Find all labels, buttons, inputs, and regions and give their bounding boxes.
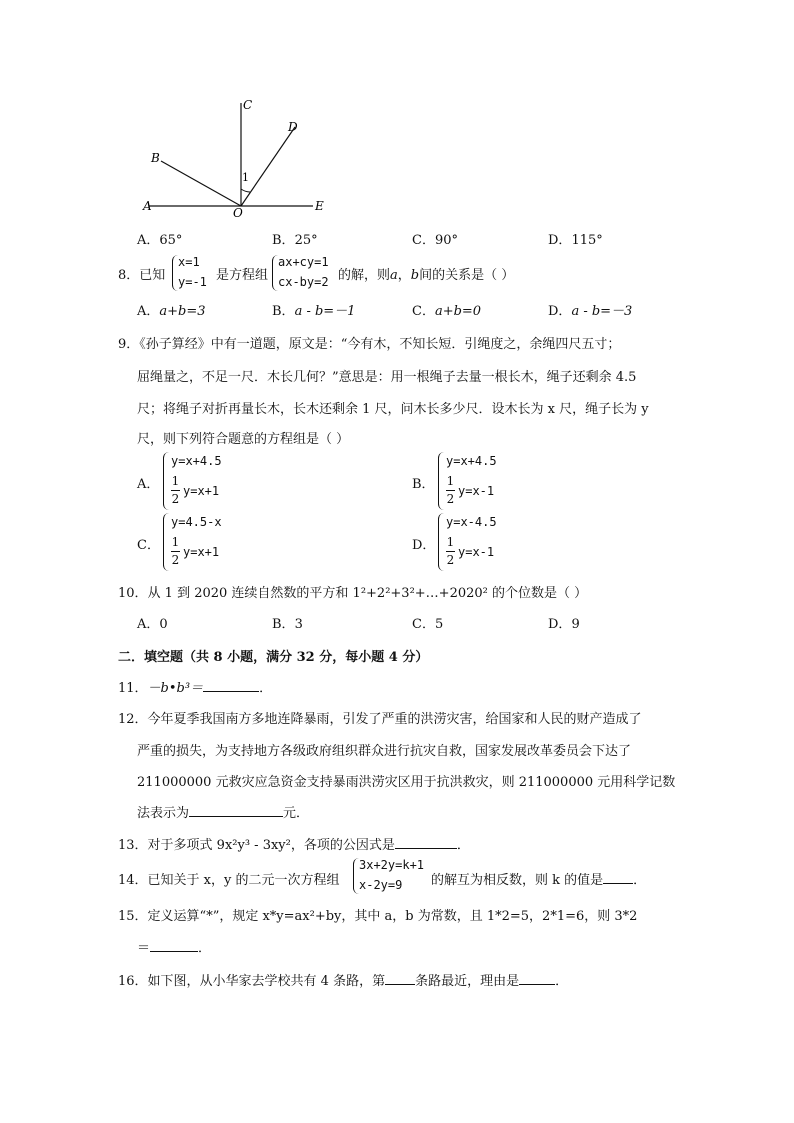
- q13-answer-blank[interactable]: [395, 836, 457, 849]
- q9-option-c-brace: [163, 513, 169, 571]
- q9-option-c-eq2: y=x+1: [183, 545, 220, 559]
- angle-figure: [135, 95, 335, 220]
- q12-answer-blank[interactable]: [189, 804, 283, 817]
- ray-OD: [241, 127, 295, 206]
- q8-stem-post: 的解，则a，b间的关系是（ ）: [338, 268, 515, 283]
- q10-option-b: B．3: [272, 617, 303, 632]
- q9-option-d-fracline: [446, 551, 455, 552]
- q7-option-c: C．90°: [412, 233, 458, 248]
- q11: 11．－b•b³＝ ．: [118, 681, 273, 696]
- q15-line1: 15．定义运算“*”，规定 x*y=ax²+by，其中 a，b 为常数，且 1*2=5，2*1=6，则 3*2: [118, 909, 638, 924]
- q8-sol1: x=1: [178, 255, 200, 269]
- q8-stem-pre: 8．已知: [118, 268, 166, 283]
- q14-eq2: x-2y=9: [359, 878, 403, 892]
- q9-line1: 9．《孙子算经》中有一道题，原文是：“今有木，不知长短．引绳度之，余绳四尺五寸；: [118, 337, 621, 352]
- q7-option-a: A．65°: [137, 233, 183, 248]
- q12-line3: 211000000 元救灾应急资金支持暴雨洪涝灾区用于抗洪救灾，则 211000000 元用科学记数: [137, 775, 676, 790]
- q8-option-b: B．a - b=－1: [272, 304, 356, 319]
- q9-option-a-label: A．: [137, 477, 160, 492]
- q9-option-a-eq1: y=x+4.5: [171, 454, 222, 468]
- q9-option-c-den: 2: [171, 553, 180, 567]
- q8-eq1: ax+cy=1: [278, 255, 329, 269]
- label-O: O: [233, 206, 243, 220]
- q9-option-b-eq2: y=x-1: [458, 484, 495, 498]
- q12-line1: 12．今年夏季我国南方多地连降暴雨，引发了严重的洪涝灾害，给国家和人民的财产造成了: [118, 712, 642, 727]
- q9-option-a-num: 1: [171, 474, 180, 488]
- q9-option-c-label: C．: [137, 538, 160, 553]
- q7-option-b: B．25°: [272, 233, 318, 248]
- q9-option-d-num: 1: [446, 535, 455, 549]
- q12-line2: 严重的损失，为支持地方各级政府组织群众进行抗灾自救，国家发展改革委员会下达了: [137, 744, 632, 759]
- q16-answer-blank-1[interactable]: [385, 972, 415, 985]
- q10-option-a: A．0: [137, 617, 168, 632]
- q9-option-c-fracline: [171, 551, 180, 552]
- q10-option-c: C．5: [412, 617, 444, 632]
- label-D: D: [288, 120, 298, 134]
- q10-stem: 10．从 1 到 2020 连续自然数的平方和 1²+2²+3²+…+2020² 的个位数是（ ）: [118, 586, 588, 601]
- q9-option-b-label: B．: [412, 477, 435, 492]
- q11-answer-blank[interactable]: [203, 679, 259, 692]
- q10-option-d: D．9: [548, 617, 580, 632]
- q9-line4: 尺，则下列符合题意的方程组是（ ）: [137, 432, 350, 447]
- q9-option-c-eq1: y=4.5-x: [171, 515, 222, 529]
- q16: 16．如下图，从小华家去学校共有 4 条路，第 条路最近，理由是 ．: [118, 974, 569, 989]
- q9-option-a-eq2: y=x+1: [183, 484, 220, 498]
- q9-line3: 尺；将绳子对折再量长木，长木还剩余 1 尺，问木长多少尺．设木长为 x 尺，绳子长为 y: [137, 402, 649, 417]
- q15-answer-blank[interactable]: [150, 939, 198, 952]
- q8-stem-mid: 是方程组: [216, 268, 269, 283]
- q9-option-a-fracline: [171, 490, 180, 491]
- q9-option-d-brace: [438, 513, 444, 571]
- q9-line2: 屈绳量之，不足一尺．木长几何？”意思是：用一根绳子去量一根长木，绳子还剩余 4.5: [137, 370, 637, 385]
- q8-option-c: C．a+b=0: [412, 304, 482, 319]
- q9-option-a-den: 2: [171, 492, 180, 506]
- label-A: A: [143, 199, 152, 213]
- q15-line2: ＝ ．: [137, 941, 212, 956]
- q9-option-b-eq1: y=x+4.5: [446, 454, 497, 468]
- label-E: E: [315, 199, 324, 213]
- q8-sol2: y=-1: [178, 275, 207, 289]
- q12-line4: 法表示为 元．: [137, 806, 310, 821]
- q14-answer-blank[interactable]: [603, 871, 633, 884]
- q9-option-b-brace: [438, 452, 444, 510]
- q9-option-b-den: 2: [446, 492, 455, 506]
- q9-option-d-label: D．: [412, 538, 436, 553]
- label-C: C: [243, 98, 253, 112]
- angle-arc: [241, 189, 250, 192]
- q8-option-a: A．a+b=3: [137, 304, 206, 319]
- q9-option-b-fracline: [446, 490, 455, 491]
- section-title: 二．填空题（共 8 小题，满分 32 分，每小题 4 分）: [118, 650, 429, 665]
- q7-option-d: D．115°: [548, 233, 603, 248]
- label-B: B: [151, 151, 160, 165]
- q14-post: 的解互为相反数，则 k 的值是 ．: [431, 873, 647, 888]
- q13: 13．对于多项式 9x²y³ - 3xy²，各项的公因式是 ．: [118, 838, 470, 853]
- q8-option-d: D．a - b=－3: [548, 304, 633, 319]
- q9-option-a-brace: [163, 452, 169, 510]
- q9-option-d-eq1: y=x-4.5: [446, 515, 497, 529]
- q14-eq1: 3x+2y=k+1: [359, 858, 425, 872]
- label-1: 1: [242, 171, 249, 184]
- q8-eq2: cx-by=2: [278, 275, 329, 289]
- q9-option-d-eq2: y=x-1: [458, 545, 495, 559]
- q9-option-c-num: 1: [171, 535, 180, 549]
- q16-answer-blank-2[interactable]: [519, 972, 555, 985]
- q9-option-b-num: 1: [446, 474, 455, 488]
- q9-option-d-den: 2: [446, 553, 455, 567]
- ray-OB: [161, 161, 241, 206]
- q14-pre: 14．已知关于 x，y 的二元一次方程组: [118, 873, 340, 888]
